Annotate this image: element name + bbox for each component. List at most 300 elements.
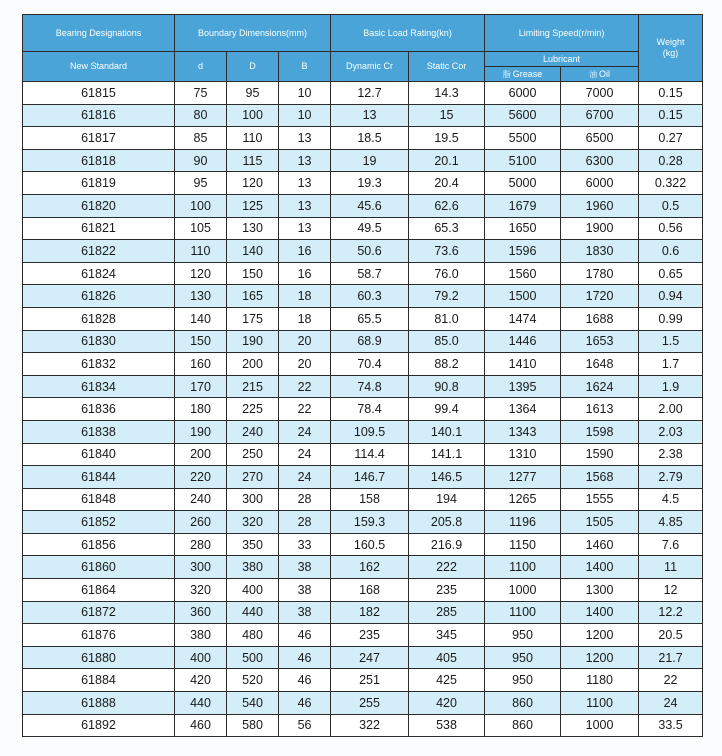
cell-grease: 1364 — [485, 398, 561, 421]
cell-model: 61821 — [23, 217, 175, 240]
cell-d: 380 — [227, 556, 279, 579]
cell-cr: 60.3 — [331, 285, 409, 308]
cell-cor: 76.0 — [409, 262, 485, 285]
cell-b: 16 — [279, 240, 331, 263]
bearing-spec-table — [22, 14, 703, 737]
cell-d: 440 — [227, 601, 279, 624]
cell-cr: 19 — [331, 149, 409, 172]
cell-d: 150 — [227, 262, 279, 285]
header-static-cor: Static Cor — [409, 52, 485, 82]
cell-model: 61876 — [23, 624, 175, 647]
table-row — [23, 330, 703, 353]
cell-weight: 1.5 — [639, 330, 703, 353]
cell-b: 38 — [279, 556, 331, 579]
table-row — [23, 466, 703, 489]
header-boundary-dimensions: Boundary Dimensions(mm) — [175, 15, 331, 52]
cell-b: 28 — [279, 511, 331, 534]
cell-weight: 0.99 — [639, 307, 703, 330]
cell-b: 16 — [279, 262, 331, 285]
cell-model: 61892 — [23, 714, 175, 737]
cell-model: 61852 — [23, 511, 175, 534]
header-d: d — [175, 52, 227, 82]
cell-oil: 6000 — [561, 172, 639, 195]
cell-oil: 1780 — [561, 262, 639, 285]
cell-d: 115 — [227, 149, 279, 172]
cell-cr: 12.7 — [331, 82, 409, 105]
cell-cr: 19.3 — [331, 172, 409, 195]
cell-cor: 285 — [409, 601, 485, 624]
cell-cr: 13 — [331, 104, 409, 127]
cell-d: 480 — [227, 624, 279, 647]
table-row — [23, 579, 703, 602]
cell-d: 260 — [175, 511, 227, 534]
cell-b: 10 — [279, 82, 331, 105]
cell-b: 20 — [279, 330, 331, 353]
cell-d: 120 — [227, 172, 279, 195]
cell-oil: 6300 — [561, 149, 639, 172]
cell-d: 125 — [227, 194, 279, 217]
cell-cr: 162 — [331, 556, 409, 579]
cell-d: 130 — [175, 285, 227, 308]
cell-grease: 6000 — [485, 82, 561, 105]
cell-cr: 45.6 — [331, 194, 409, 217]
cell-b: 38 — [279, 601, 331, 624]
cell-cr: 109.5 — [331, 420, 409, 443]
cell-d: 420 — [175, 669, 227, 692]
table-row — [23, 601, 703, 624]
header-B: B — [279, 52, 331, 82]
cell-oil: 1720 — [561, 285, 639, 308]
cell-cor: 65.3 — [409, 217, 485, 240]
cell-b: 24 — [279, 466, 331, 489]
table-row — [23, 443, 703, 466]
cell-grease: 1410 — [485, 353, 561, 376]
cell-cor: 405 — [409, 646, 485, 669]
table-header — [23, 15, 703, 82]
cell-cor: 88.2 — [409, 353, 485, 376]
header-grease-label: Grease — [512, 68, 543, 79]
cell-grease: 5500 — [485, 127, 561, 150]
cell-model: 61826 — [23, 285, 175, 308]
cell-d: 75 — [175, 82, 227, 105]
cell-d: 280 — [175, 533, 227, 556]
cell-cor: 141.1 — [409, 443, 485, 466]
cell-d: 95 — [227, 82, 279, 105]
cell-model: 61884 — [23, 669, 175, 692]
cell-cr: 49.5 — [331, 217, 409, 240]
cell-b: 56 — [279, 714, 331, 737]
cell-grease: 1500 — [485, 285, 561, 308]
cell-d: 320 — [227, 511, 279, 534]
cell-cor: 205.8 — [409, 511, 485, 534]
header-bearing-designations: Bearing Designations — [23, 15, 175, 52]
cell-oil: 1900 — [561, 217, 639, 240]
cell-model: 61848 — [23, 488, 175, 511]
cell-grease: 860 — [485, 692, 561, 715]
cell-model: 61838 — [23, 420, 175, 443]
cell-weight: 2.00 — [639, 398, 703, 421]
cell-cr: 168 — [331, 579, 409, 602]
cell-grease: 1150 — [485, 533, 561, 556]
cell-d: 580 — [227, 714, 279, 737]
cell-model: 61832 — [23, 353, 175, 376]
cell-model: 61822 — [23, 240, 175, 263]
cell-grease: 1446 — [485, 330, 561, 353]
cell-model: 61817 — [23, 127, 175, 150]
cell-grease: 1000 — [485, 579, 561, 602]
cell-cor: 20.4 — [409, 172, 485, 195]
cell-cor: 420 — [409, 692, 485, 715]
header-D: D — [227, 52, 279, 82]
cell-oil: 1555 — [561, 488, 639, 511]
cell-cr: 146.7 — [331, 466, 409, 489]
table-row — [23, 488, 703, 511]
cell-d: 200 — [227, 353, 279, 376]
cell-d: 240 — [227, 420, 279, 443]
cell-b: 18 — [279, 307, 331, 330]
cell-oil: 1200 — [561, 646, 639, 669]
cell-b: 20 — [279, 353, 331, 376]
cell-cor: 20.1 — [409, 149, 485, 172]
cell-d: 170 — [175, 375, 227, 398]
cell-cr: 74.8 — [331, 375, 409, 398]
cell-d: 190 — [227, 330, 279, 353]
cell-cor: 140.1 — [409, 420, 485, 443]
cell-weight: 1.7 — [639, 353, 703, 376]
cell-weight: 12.2 — [639, 601, 703, 624]
cell-d: 240 — [175, 488, 227, 511]
cell-d: 160 — [175, 353, 227, 376]
cell-weight: 0.15 — [639, 104, 703, 127]
cell-model: 61844 — [23, 466, 175, 489]
cell-d: 270 — [227, 466, 279, 489]
table-row — [23, 624, 703, 647]
cell-d: 140 — [175, 307, 227, 330]
header-weight — [639, 15, 703, 82]
cell-cr: 159.3 — [331, 511, 409, 534]
table-row — [23, 375, 703, 398]
cell-d: 380 — [175, 624, 227, 647]
table-row — [23, 262, 703, 285]
cell-d: 90 — [175, 149, 227, 172]
cell-d: 520 — [227, 669, 279, 692]
cell-oil: 1830 — [561, 240, 639, 263]
cell-cr: 58.7 — [331, 262, 409, 285]
cell-d: 110 — [175, 240, 227, 263]
cell-b: 33 — [279, 533, 331, 556]
cell-weight: 2.03 — [639, 420, 703, 443]
cell-oil: 1960 — [561, 194, 639, 217]
cell-d: 460 — [175, 714, 227, 737]
cell-d: 500 — [227, 646, 279, 669]
cell-weight: 0.28 — [639, 149, 703, 172]
cell-cr: 68.9 — [331, 330, 409, 353]
cell-b: 13 — [279, 127, 331, 150]
cell-weight: 0.15 — [639, 82, 703, 105]
cell-d: 175 — [227, 307, 279, 330]
cell-d: 180 — [175, 398, 227, 421]
table-row — [23, 217, 703, 240]
cell-grease: 950 — [485, 646, 561, 669]
cell-oil: 1400 — [561, 556, 639, 579]
cell-weight: 21.7 — [639, 646, 703, 669]
cell-cor: 222 — [409, 556, 485, 579]
cell-cr: 114.4 — [331, 443, 409, 466]
table-row — [23, 692, 703, 715]
cell-d: 100 — [227, 104, 279, 127]
cell-oil: 1688 — [561, 307, 639, 330]
table-body — [23, 82, 703, 737]
table-row — [23, 172, 703, 195]
cell-model: 61880 — [23, 646, 175, 669]
cell-weight: 12 — [639, 579, 703, 602]
cell-d: 80 — [175, 104, 227, 127]
cell-oil: 1624 — [561, 375, 639, 398]
cell-cor: 146.5 — [409, 466, 485, 489]
table-row — [23, 714, 703, 737]
cell-d: 85 — [175, 127, 227, 150]
cell-cor: 194 — [409, 488, 485, 511]
cell-b: 24 — [279, 443, 331, 466]
cell-weight: 24 — [639, 692, 703, 715]
cell-d: 400 — [227, 579, 279, 602]
cell-weight: 20.5 — [639, 624, 703, 647]
cell-cor: 99.4 — [409, 398, 485, 421]
cell-weight: 0.56 — [639, 217, 703, 240]
cell-cor: 81.0 — [409, 307, 485, 330]
cell-d: 300 — [227, 488, 279, 511]
cell-d: 95 — [175, 172, 227, 195]
cell-oil: 1505 — [561, 511, 639, 534]
cell-model: 61819 — [23, 172, 175, 195]
oil-char: 油 — [589, 69, 598, 79]
cell-model: 61840 — [23, 443, 175, 466]
cell-weight: 2.38 — [639, 443, 703, 466]
header-limiting-speed: Limiting Speed(r/min) — [485, 15, 639, 52]
cell-oil: 6500 — [561, 127, 639, 150]
header-weight-unit: (kg) — [662, 48, 679, 58]
cell-d: 540 — [227, 692, 279, 715]
cell-oil: 1300 — [561, 579, 639, 602]
cell-d: 400 — [175, 646, 227, 669]
cell-model: 61864 — [23, 579, 175, 602]
cell-grease: 5600 — [485, 104, 561, 127]
table-row — [23, 127, 703, 150]
cell-cr: 78.4 — [331, 398, 409, 421]
cell-oil: 1100 — [561, 692, 639, 715]
cell-d: 105 — [175, 217, 227, 240]
table-row — [23, 669, 703, 692]
cell-cor: 14.3 — [409, 82, 485, 105]
cell-oil: 7000 — [561, 82, 639, 105]
cell-model: 61860 — [23, 556, 175, 579]
table-row — [23, 82, 703, 105]
cell-grease: 1310 — [485, 443, 561, 466]
cell-cr: 70.4 — [331, 353, 409, 376]
cell-cor: 425 — [409, 669, 485, 692]
cell-grease: 1100 — [485, 556, 561, 579]
cell-oil: 6700 — [561, 104, 639, 127]
cell-cor: 79.2 — [409, 285, 485, 308]
cell-cor: 19.5 — [409, 127, 485, 150]
table-row — [23, 307, 703, 330]
cell-cor: 345 — [409, 624, 485, 647]
cell-cr: 235 — [331, 624, 409, 647]
cell-weight: 0.6 — [639, 240, 703, 263]
cell-model: 61816 — [23, 104, 175, 127]
cell-d: 165 — [227, 285, 279, 308]
cell-d: 130 — [227, 217, 279, 240]
cell-model: 61815 — [23, 82, 175, 105]
cell-b: 46 — [279, 646, 331, 669]
cell-b: 13 — [279, 194, 331, 217]
cell-d: 360 — [175, 601, 227, 624]
cell-model: 61824 — [23, 262, 175, 285]
table-row — [23, 194, 703, 217]
table-row — [23, 398, 703, 421]
cell-cr: 251 — [331, 669, 409, 692]
cell-grease: 1277 — [485, 466, 561, 489]
cell-d: 320 — [175, 579, 227, 602]
table-row — [23, 511, 703, 534]
cell-b: 28 — [279, 488, 331, 511]
cell-grease: 950 — [485, 624, 561, 647]
cell-oil: 1568 — [561, 466, 639, 489]
cell-b: 13 — [279, 149, 331, 172]
table-row — [23, 240, 703, 263]
cell-cr: 50.6 — [331, 240, 409, 263]
cell-model: 61836 — [23, 398, 175, 421]
table-row — [23, 353, 703, 376]
grease-char: 脂 — [502, 69, 511, 79]
cell-cor: 216.9 — [409, 533, 485, 556]
cell-d: 200 — [175, 443, 227, 466]
cell-model: 61856 — [23, 533, 175, 556]
cell-cr: 18.5 — [331, 127, 409, 150]
cell-oil: 1460 — [561, 533, 639, 556]
cell-d: 225 — [227, 398, 279, 421]
table-row — [23, 420, 703, 443]
cell-d: 350 — [227, 533, 279, 556]
cell-d: 140 — [227, 240, 279, 263]
header-grease — [485, 67, 561, 82]
cell-weight: 33.5 — [639, 714, 703, 737]
cell-d: 120 — [175, 262, 227, 285]
cell-cor: 235 — [409, 579, 485, 602]
header-oil — [561, 67, 639, 82]
cell-grease: 1650 — [485, 217, 561, 240]
cell-model: 61888 — [23, 692, 175, 715]
cell-grease: 1474 — [485, 307, 561, 330]
cell-grease: 1196 — [485, 511, 561, 534]
cell-b: 46 — [279, 669, 331, 692]
cell-weight: 0.65 — [639, 262, 703, 285]
table-row — [23, 646, 703, 669]
cell-d: 150 — [175, 330, 227, 353]
cell-oil: 1613 — [561, 398, 639, 421]
cell-weight: 22 — [639, 669, 703, 692]
cell-grease: 950 — [485, 669, 561, 692]
cell-grease: 1560 — [485, 262, 561, 285]
header-new-standard: New Standard — [23, 52, 175, 82]
cell-model: 61872 — [23, 601, 175, 624]
cell-grease: 1100 — [485, 601, 561, 624]
cell-cr: 255 — [331, 692, 409, 715]
cell-cor: 73.6 — [409, 240, 485, 263]
cell-grease: 1679 — [485, 194, 561, 217]
cell-oil: 1400 — [561, 601, 639, 624]
cell-cr: 158 — [331, 488, 409, 511]
cell-oil: 1590 — [561, 443, 639, 466]
cell-b: 13 — [279, 172, 331, 195]
cell-grease: 5000 — [485, 172, 561, 195]
cell-weight: 7.6 — [639, 533, 703, 556]
cell-grease: 860 — [485, 714, 561, 737]
cell-d: 250 — [227, 443, 279, 466]
cell-d: 220 — [175, 466, 227, 489]
cell-weight: 4.5 — [639, 488, 703, 511]
cell-grease: 1395 — [485, 375, 561, 398]
cell-oil: 1648 — [561, 353, 639, 376]
cell-d: 100 — [175, 194, 227, 217]
cell-weight: 0.5 — [639, 194, 703, 217]
cell-cor: 538 — [409, 714, 485, 737]
cell-d: 110 — [227, 127, 279, 150]
cell-b: 22 — [279, 375, 331, 398]
cell-oil: 1180 — [561, 669, 639, 692]
cell-cor: 15 — [409, 104, 485, 127]
table-row — [23, 104, 703, 127]
cell-model: 61834 — [23, 375, 175, 398]
cell-cor: 62.6 — [409, 194, 485, 217]
cell-weight: 0.322 — [639, 172, 703, 195]
cell-weight: 0.94 — [639, 285, 703, 308]
cell-b: 10 — [279, 104, 331, 127]
cell-b: 22 — [279, 398, 331, 421]
cell-cor: 85.0 — [409, 330, 485, 353]
cell-cr: 65.5 — [331, 307, 409, 330]
cell-b: 38 — [279, 579, 331, 602]
cell-oil: 1598 — [561, 420, 639, 443]
cell-b: 46 — [279, 692, 331, 715]
cell-model: 61828 — [23, 307, 175, 330]
cell-d: 215 — [227, 375, 279, 398]
cell-weight: 2.79 — [639, 466, 703, 489]
cell-d: 300 — [175, 556, 227, 579]
header-dynamic-cr: Dynamic Cr — [331, 52, 409, 82]
header-oil-label: Oil — [599, 68, 611, 79]
cell-grease: 1343 — [485, 420, 561, 443]
cell-cr: 160.5 — [331, 533, 409, 556]
cell-d: 190 — [175, 420, 227, 443]
cell-weight: 4.85 — [639, 511, 703, 534]
cell-d: 440 — [175, 692, 227, 715]
cell-b: 46 — [279, 624, 331, 647]
cell-b: 24 — [279, 420, 331, 443]
table-row — [23, 285, 703, 308]
cell-grease: 1265 — [485, 488, 561, 511]
cell-weight: 0.27 — [639, 127, 703, 150]
header-weight-label: Weight — [656, 37, 685, 47]
cell-cor: 90.8 — [409, 375, 485, 398]
cell-cr: 182 — [331, 601, 409, 624]
table-row — [23, 533, 703, 556]
cell-oil: 1653 — [561, 330, 639, 353]
cell-grease: 5100 — [485, 149, 561, 172]
cell-model: 61820 — [23, 194, 175, 217]
cell-model: 61830 — [23, 330, 175, 353]
cell-b: 18 — [279, 285, 331, 308]
